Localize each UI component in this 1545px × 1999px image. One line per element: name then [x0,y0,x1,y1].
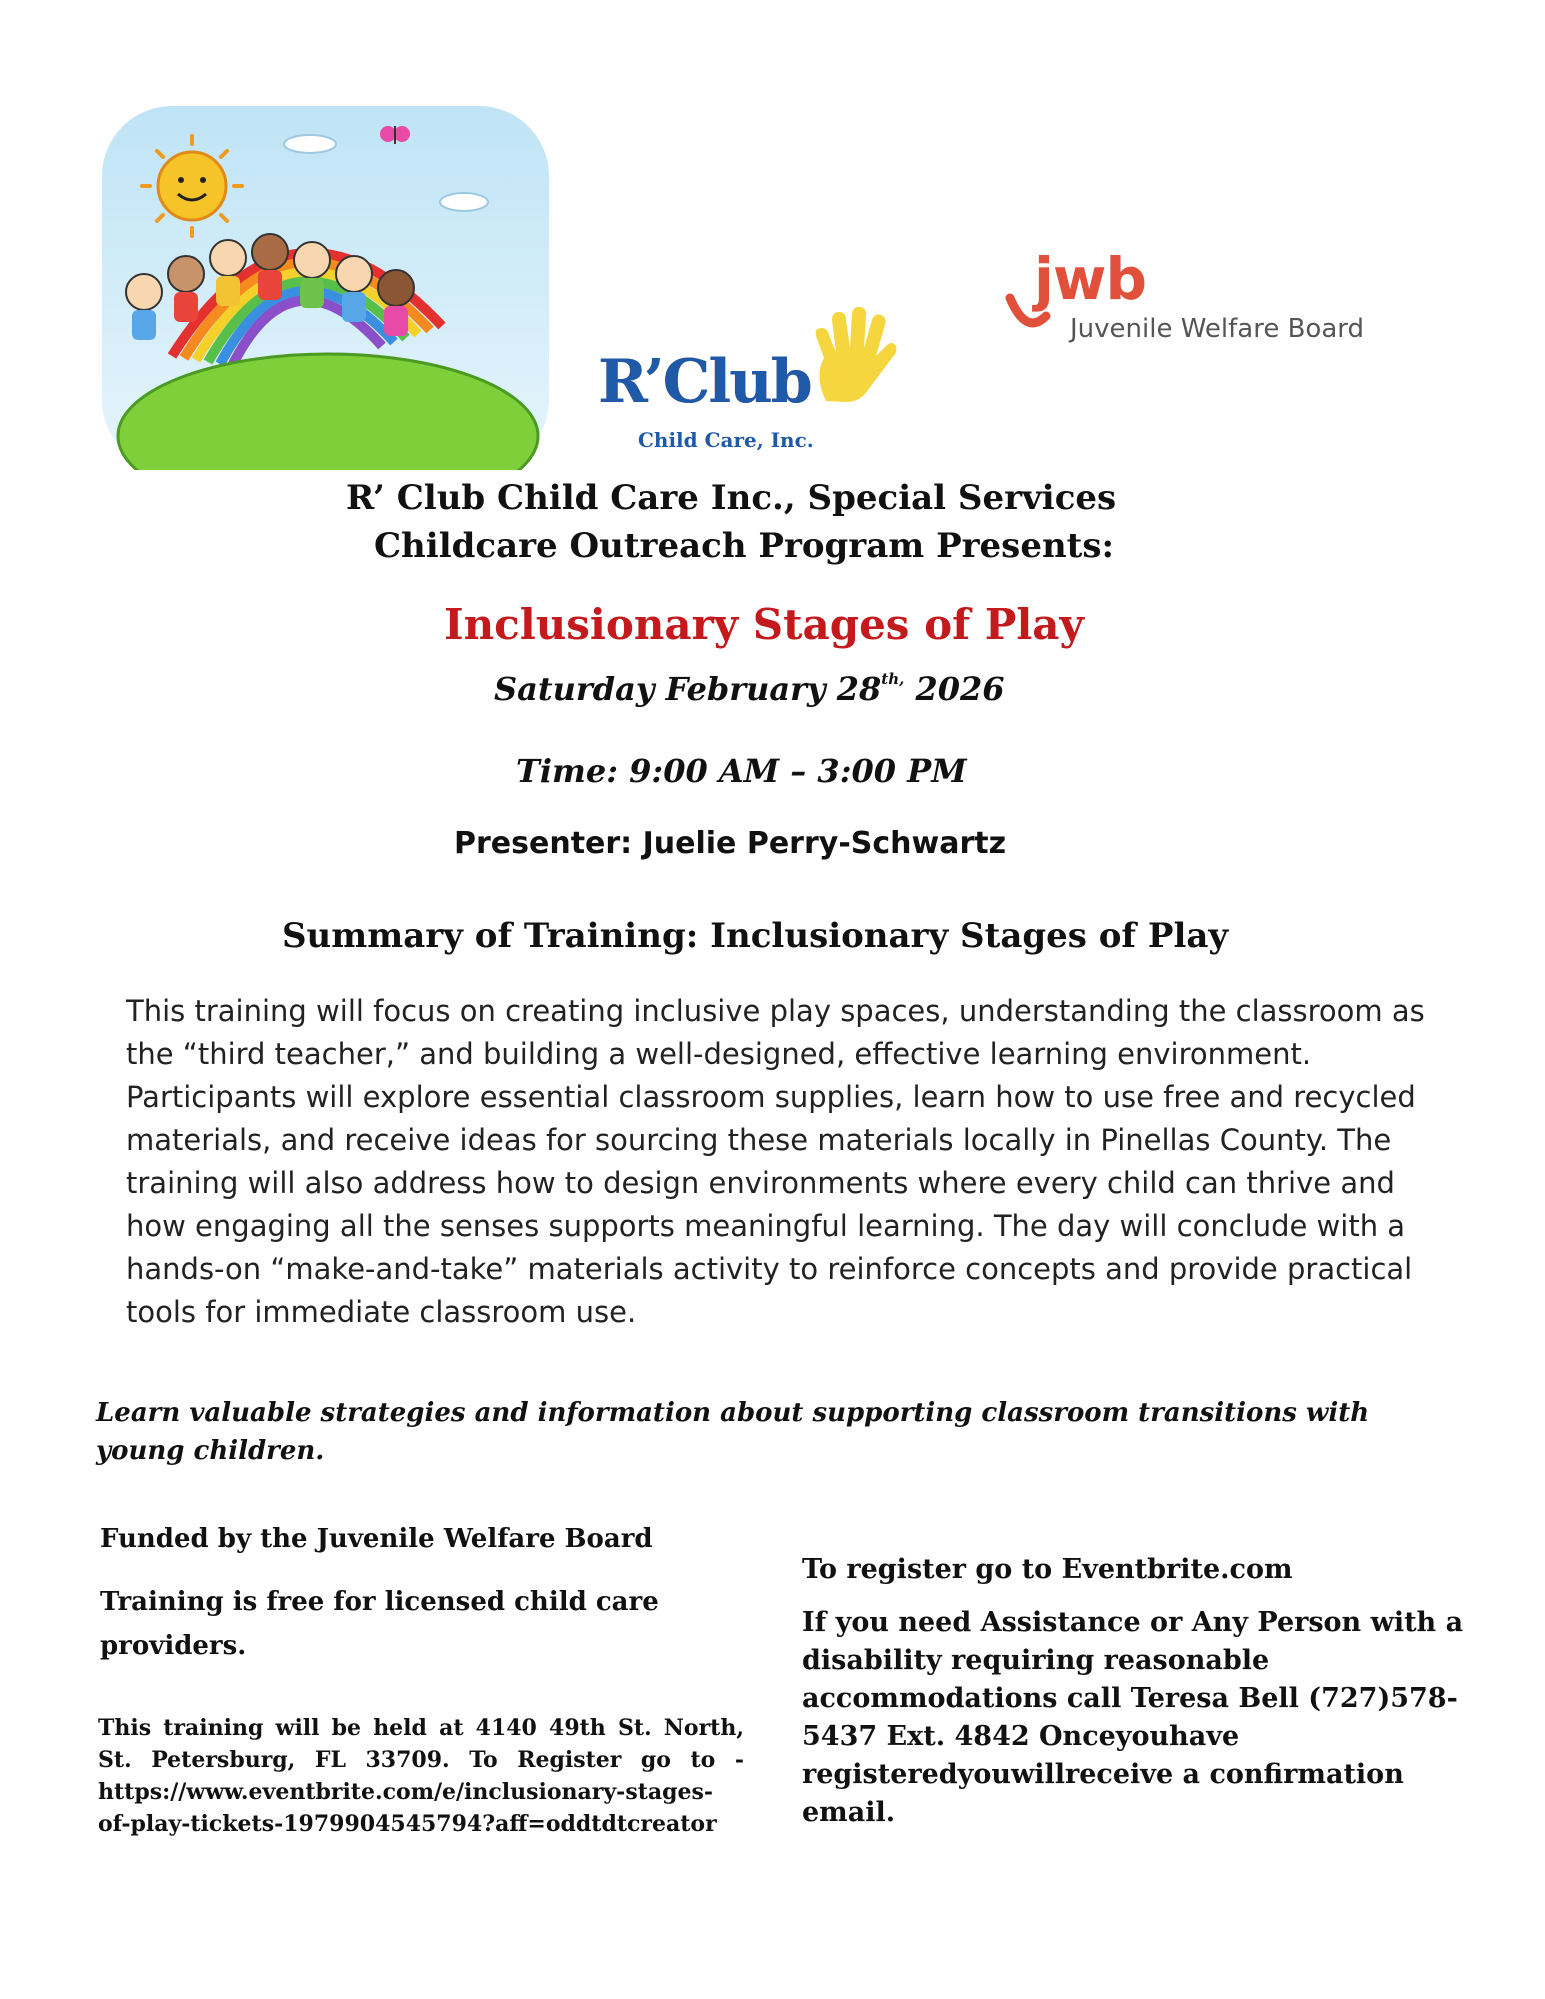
event-date [494,670,1005,708]
children-rainbow-illustration [102,106,549,470]
funded-by: Funded by the Juvenile Welfare Board [100,1524,653,1554]
assistance-info: If you need Assistance or Any Person with a disability requiring reasonable accommodations call Teresa Bell (727)578-5437 Ext. 4842 Onceyouhave registeredyouwillreceive a confirmation email. [802,1607,1464,1828]
strategies-note: Learn valuable strategies and information about supporting classroom transitions with young children. [96,1398,1370,1466]
summary-body: This training will focus on creating inclusive play spaces, understanding the classroom as the “third teacher,” and building a well-designed, effective learning environment. Participants will explore essential classroom supplies, learn how to use free and recycled materials, and receive ideas for sourcing these materials locally in Pinellas County. The training will also address how to design environments where every child can thrive and how engaging all the senses supports meaningful learning. The day will conclude with a hands-on “make-and-take” materials activity to reinforce concepts and provide practical tools for immediate classroom use. [126,994,1425,1329]
date-suffix: th, [881,670,905,688]
date-year: 2026 [904,670,1005,708]
jwb-subtitle: Juvenile Welfare Board [1070,314,1364,344]
presenter: Presenter: Juelie Perry-Schwartz [454,826,1007,861]
org-line-1: R’ Club Child Care Inc., Special Services [346,478,1117,518]
free-training-note: Training is free for licensed child care providers. [100,1587,659,1661]
rclub-subtitle: Child Care, Inc. [638,428,814,452]
jwb-wordmark: jwb [1034,245,1146,313]
jwb-logo [1002,245,1382,356]
rclub-logo [574,306,899,464]
event-title: Inclusionary Stages of Play [444,600,1084,649]
org-line-2: Childcare Outreach Program Presents: [374,526,1115,566]
sun-icon [142,136,242,236]
hand-icon [806,306,898,406]
event-time: Time: 9:00 AM – 3:00 PM [516,752,967,790]
location-register-info: This training will be held at 4140 49th St. North, St. Petersburg, FL 33709. To Register go to - https://www.eventbrite.com/e/inclusionary-stages-of-play-tickets-1979904545794?aff=oddtdtcreator [98,1715,744,1837]
rclub-wordmark: R’Club [598,347,811,417]
date-text: Saturday February 28 [494,670,882,708]
register-instructions: To register go to Eventbrite.com [802,1554,1293,1585]
summary-heading: Summary of Training: Inclusionary Stages of Play [282,916,1229,956]
